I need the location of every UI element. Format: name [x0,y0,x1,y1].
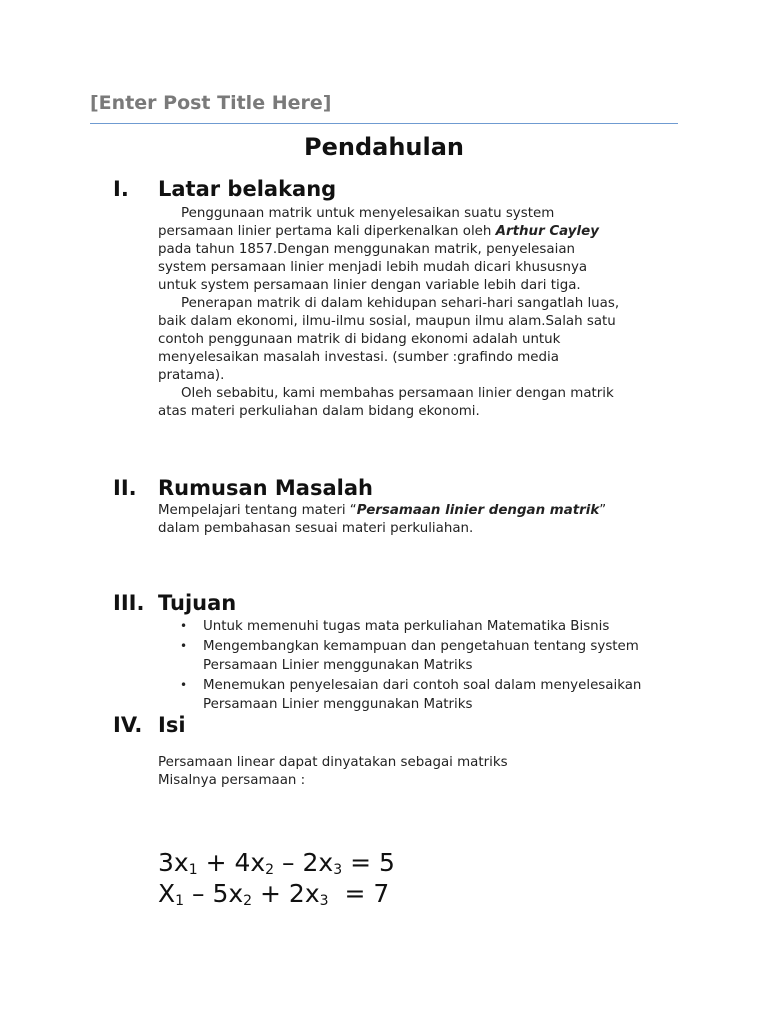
title-rule [90,123,678,124]
equation-term: – 2x [274,848,334,877]
list-item [158,676,678,715]
text-line: Menemukan penyelesaian dari contoh soal dalam menyelesaikan [203,677,642,693]
section-number: III. [113,591,145,615]
text-line: baik dalam ekonomi, ilmu-ilmu sosial, maupun ilmu alam.Salah satu [158,314,616,329]
text-segment: ” [599,503,607,518]
text-line [158,223,678,241]
section-title: Isi [158,713,186,737]
equation-rhs: = 7 [328,879,390,908]
equation-term: – 5x [184,879,244,908]
section-title: Tujuan [158,591,237,615]
text-segment: persamaan linier pertama kali diperkenalkan oleh [158,224,496,239]
text-line: atas materi perkuliahan dalam bidang ekonomi. [158,404,480,419]
text-line: menyelesaikan masalah investasi. (sumber :grafindo media [158,350,559,365]
subscript: 2 [265,862,275,878]
subscript: 1 [188,862,198,878]
tujuan-list [158,617,678,715]
text-line: pada tahun 1857.Dengan menggunakan matrik, penyelesaian [158,242,576,257]
section-number: II. [113,476,137,500]
subscript: 1 [175,893,185,909]
section-number: IV. [113,713,143,737]
list-item [158,617,678,637]
latar-belakang-body [158,205,678,421]
subscript: 2 [243,893,253,909]
paragraph [158,385,678,403]
text-segment: Mempelajari tentang materi “ [158,503,357,518]
section-number: I. [113,177,129,201]
rumusan-masalah-body [158,502,678,538]
section-title: Rumusan Masalah [158,476,373,500]
text-line: Penerapan matrik di dalam kehidupan sehari-hari sangatlah luas, [181,296,620,311]
text-line: Oleh sebabitu, kami membahas persamaan linier dengan matrik [181,386,614,401]
section-title: Latar belakang [158,177,337,201]
equation-2 [158,879,389,916]
subscript: 3 [319,893,329,909]
text-line: Persamaan Linier menggunakan Matriks [203,697,473,712]
equation-term: + 2x [252,879,320,908]
text-line: untuk system persamaan linier dengan variable lebih dari tiga. [158,278,581,293]
equation-term: X [158,879,176,908]
isi-body [158,754,678,790]
equation-term: 3x [158,848,189,877]
text-line: Untuk memenuhi tugas mata perkuliahan Matematika Bisnis [203,619,610,634]
text-line: contoh penggunaan matrik di bidang ekonomi adalah untuk [158,332,561,347]
topic-emphasis: Persamaan linier dengan matrik [356,503,600,518]
text-line: pratama). [158,368,225,383]
bullet-icon: • [180,619,188,633]
bullet-icon: • [180,638,188,653]
text-line: Persamaan linear dapat dinyatakan sebagai matriks [158,755,508,770]
text-line: Persamaan Linier menggunakan Matriks [203,658,473,673]
equation-rhs: = 5 [342,848,395,877]
paragraph [158,205,678,223]
text-line: dalam pembahasan sesuai materi perkuliahan. [158,521,474,536]
author-name: Arthur Cayley [495,224,599,239]
bullet-icon: • [180,677,188,692]
text-line: Misalnya persamaan : [158,773,306,788]
subscript: 3 [333,862,343,878]
equation-term: + 4x [197,848,266,877]
text-line: Mengembangkan kemampuan dan pengetahuan tentang system [203,638,639,654]
document-heading: Pendahulan [303,133,464,161]
text-line: Penggunaan matrik untuk menyelesaikan suatu system [181,206,555,221]
text-line [158,502,678,520]
post-title[interactable]: [Enter Post Title Here] [90,92,332,114]
list-item [158,637,678,676]
paragraph [158,295,678,313]
text-line: system persamaan linier menjadi lebih mudah dicari khususnya [158,260,588,275]
